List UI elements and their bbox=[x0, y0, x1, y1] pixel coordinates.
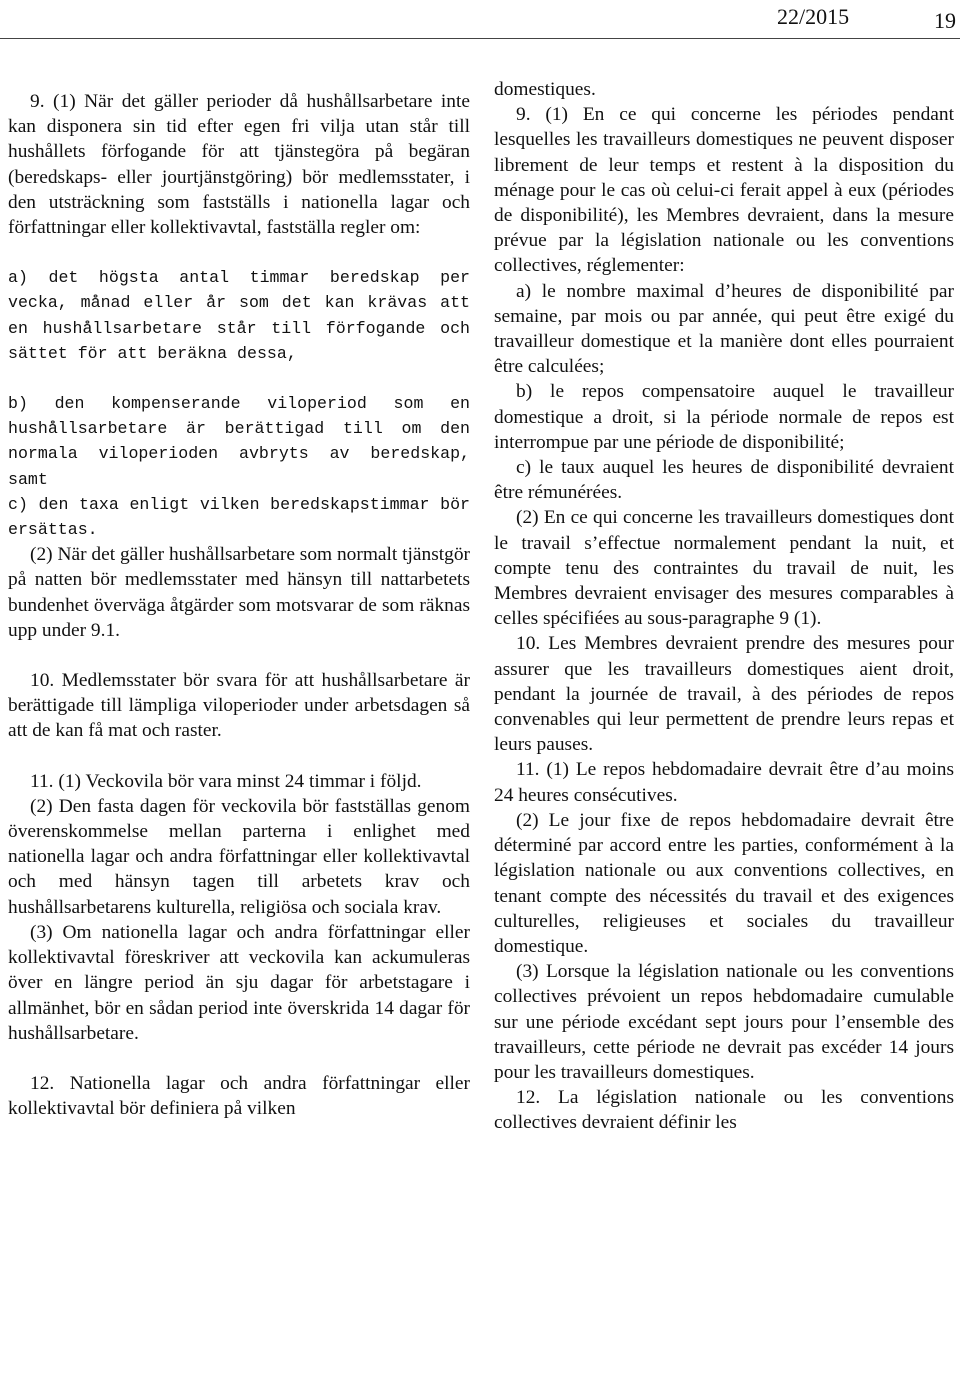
french-column bbox=[494, 77, 954, 1136]
fr-paragraph-11-1: 11. (1) Le repos hebdomadaire devrait être d’au moins 24 heures consécutives. bbox=[494, 759, 954, 806]
swedish-column bbox=[8, 77, 470, 1121]
fr-paragraph-9-1: 9. (1) En ce qui concerne les périodes pendant lesquelles les travailleurs domestiques ne peuvent disposer librement de leur temps et restent à la disposition du ménage pour le cas où celui-ci ferait appel à eux (périodes de disponibilité), les Membres devraient, dans la mesure prévue par la législation nationale ou les conventions collectives, réglementer: bbox=[494, 104, 954, 277]
sv-paragraph-11-2: (2) Den fasta dagen för veckovila bör fastställas genom överenskommelse mellan parterna i enlighet med nationella lagar och andra författningar eller kollektivavtal och med hänsyn tagen till arbetets krav och hushållsarbetarens kulturella, religiösa och sociala krav. bbox=[8, 795, 470, 918]
sv-item-9-b: b) den kompenserande viloperiod som en hushållsarbetare är berättigad till om den normala viloperioden avbryts av beredskap, samt bbox=[8, 394, 470, 489]
sv-paragraph-11-1: 11. (1) Veckovila bör vara minst 24 timmar i följd. bbox=[30, 770, 422, 792]
fr-paragraph-9-2: (2) En ce qui concerne les travailleurs domestiques dont le travail s’effectue normalement pendant la nuit, et compte tenu des contraintes du travail de nuit, les Membres devraient envisager des mesures comparables à celles spécifiées au sous-paragraphe 9 (1). bbox=[494, 507, 954, 630]
fr-paragraph-10: 10. Les Membres devraient prendre des mesures pour assurer que les travailleurs domestiques aient droit, pendant la journée de travail, à des périodes de repos convenables qui leur permettent de prendre leurs repas et leurs pauses. bbox=[494, 633, 954, 756]
fr-paragraph-11-3: (3) Lorsque la législation nationale ou les conventions collectives prévoient un repos hebdomadaire cumulable sur une période excédant sept jours pour l’ensemble des travailleurs, cette période ne devrait pas excéder 14 jours pour les travailleurs domestiques. bbox=[494, 961, 954, 1083]
page-number: 19 bbox=[934, 8, 956, 33]
sv-paragraph-9-1: 9. (1) När det gäller perioder då hushållsarbetare inte kan disponera sin tid efter egen fri vilja utan står till hushållets förfogande för att tjänstegöra på begäran (beredskaps- eller jourtjänstgöring) bör medlemsstater, i den utsträckning som fastställs i nationella lagar och författningar eller kollektivavtal, fastställa regler om: bbox=[8, 91, 470, 239]
fr-item-9-a: a) le nombre maximal d’heures de disponibilité par semaine, par mois ou par année, qui peut être exigé du travailleur domestique et la manière dont elles pourraient être calculées; bbox=[494, 280, 954, 378]
page-header bbox=[0, 4, 960, 34]
fr-paragraph-continued: domestiques. bbox=[494, 79, 596, 100]
issue-number: 22/2015 bbox=[777, 4, 850, 29]
sv-paragraph-11-3: (3) Om nationella lagar och andra författningar eller kollektivavtal föreskriver att veckovila kan ackumuleras över en längre period än sju dagar för arbetstagare i allmänhet, bör en sådan period inte överskrida 14 dagar för hushållsarbetare. bbox=[8, 921, 470, 1044]
header-rule bbox=[0, 38, 960, 39]
sv-paragraph-10: 10. Medlemsstater bör svara för att hushållsarbetare är berättigade till lämpliga viloperioder under arbetsdagen så att de kan få mat och raster. bbox=[8, 670, 470, 742]
fr-item-9-c: c) le taux auquel les heures de disponibilité devraient être rémunérées. bbox=[494, 457, 954, 504]
sv-paragraph-12: 12. Nationella lagar och andra författningar eller kollektivavtal bör definiera på vilken bbox=[8, 1072, 470, 1120]
sv-item-9-c: c) den taxa enligt vilken beredskapstimmar bör ersättas. bbox=[8, 494, 470, 540]
sv-paragraph-9-2: (2) När det gäller hushållsarbetare som normalt tjänstgör på natten bör medlemsstater med hänsyn till nattarbetets bundenhet överväga åtgärder som motsvarar de som räknas upp under 9.1. bbox=[8, 544, 470, 641]
fr-paragraph-11-2: (2) Le jour fixe de repos hebdomadaire devrait être déterminé par accord entre les parties, conformément à la législation nationale ou aux conventions collectives, en tenant compte des nécessités du travail et des exigences culturelles, religieuses et sociales du travailleur domestique. bbox=[494, 809, 954, 957]
sv-item-9-a: a) det högsta antal timmar beredskap per vecka, månad eller år som det kan krävas att en hushållsarbetare står till förfogande och sättet för att beräkna dessa, bbox=[8, 268, 470, 363]
fr-paragraph-12: 12. La législation nationale ou les conventions collectives devraient définir les bbox=[494, 1087, 954, 1134]
fr-item-9-b: b) le repos compensatoire auquel le travailleur domestique a droit, si la période normale de repos est interrompue par une période de disponibilité; bbox=[494, 381, 954, 453]
